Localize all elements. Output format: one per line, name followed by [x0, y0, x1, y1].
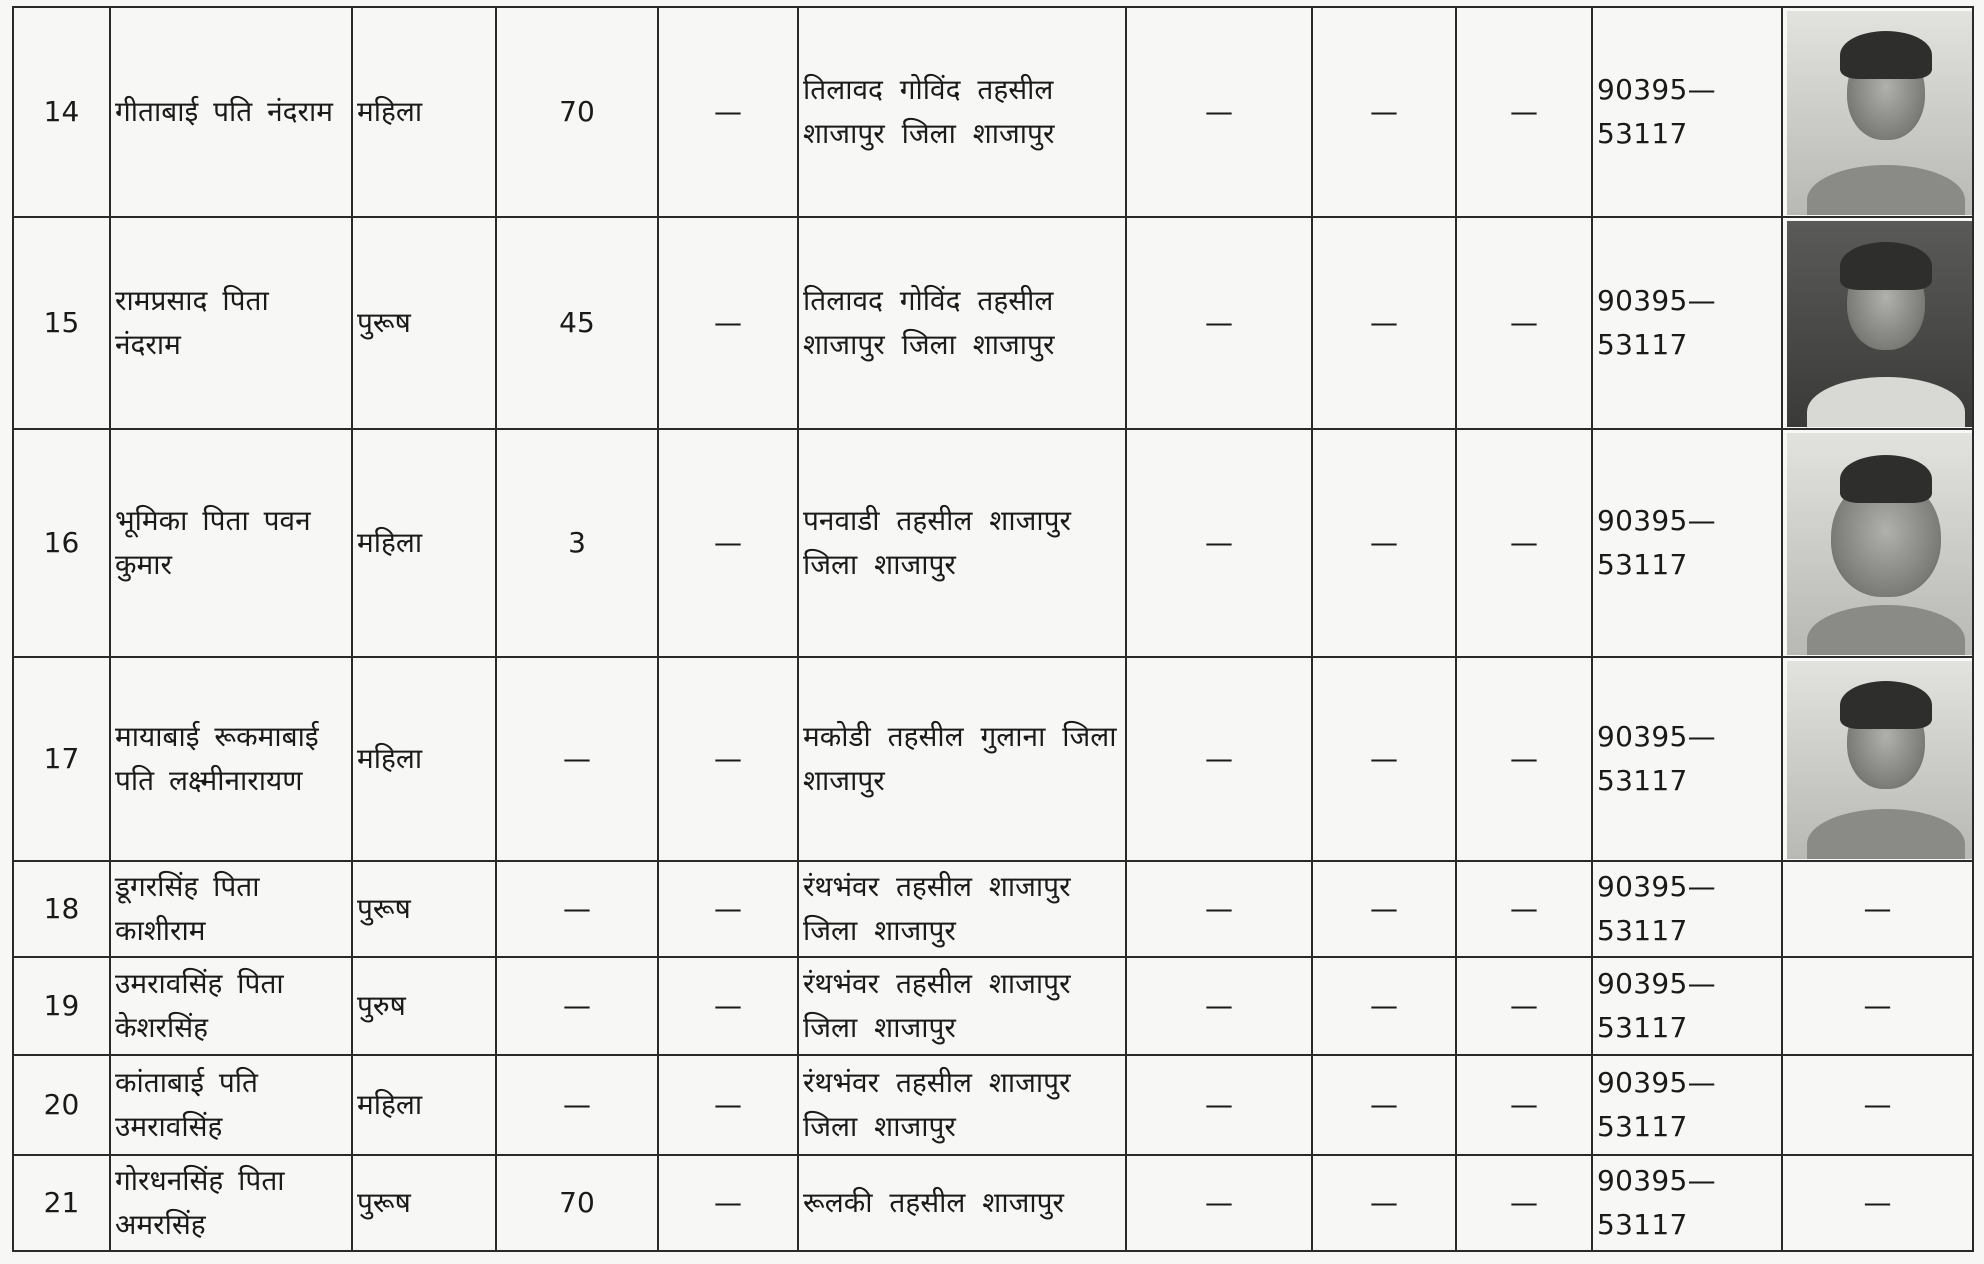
person-photo — [1787, 11, 1973, 215]
gender-cell: पुरुष — [352, 957, 496, 1055]
photo-cell — [1782, 217, 1973, 429]
phone-cell: 90395—53117 — [1592, 217, 1782, 429]
column-5-cell: — — [658, 957, 798, 1055]
column-7-cell: — — [1126, 429, 1312, 657]
table-row — [13, 861, 1973, 957]
column-8-cell: — — [1312, 861, 1456, 957]
table-row — [13, 217, 1973, 429]
gender-cell: पुरूष — [352, 861, 496, 957]
gender-cell: पुरूष — [352, 1155, 496, 1251]
column-7-cell: — — [1126, 1155, 1312, 1251]
persons-register-table — [12, 6, 1974, 1252]
column-5-cell: — — [658, 1155, 798, 1251]
table-row — [13, 657, 1973, 861]
name-cell: गोरधनसिंह पिता अमरसिंह — [110, 1155, 352, 1251]
gender-cell: महिला — [352, 1055, 496, 1155]
age-cell: — — [496, 657, 658, 861]
name-cell: रामप्रसाद पिता नंदराम — [110, 217, 352, 429]
photo-cell — [1782, 7, 1973, 217]
photo-cell: — — [1782, 861, 1973, 957]
phone-cell: 90395—53117 — [1592, 957, 1782, 1055]
serial-cell: 18 — [13, 861, 110, 957]
gender-cell: महिला — [352, 657, 496, 861]
column-9-cell: — — [1456, 861, 1592, 957]
gender-cell: महिला — [352, 429, 496, 657]
serial-cell: 17 — [13, 657, 110, 861]
person-photo — [1787, 221, 1973, 427]
column-8-cell: — — [1312, 429, 1456, 657]
phone-cell: 90395—53117 — [1592, 1055, 1782, 1155]
photo-cell: — — [1782, 1055, 1973, 1155]
gender-cell: पुरूष — [352, 217, 496, 429]
address-cell: रंथभंवर तहसील शाजापुर जिला शाजापुर — [798, 957, 1126, 1055]
table-row — [13, 1055, 1973, 1155]
serial-cell: 19 — [13, 957, 110, 1055]
age-cell: — — [496, 1055, 658, 1155]
age-cell: 70 — [496, 7, 658, 217]
column-7-cell: — — [1126, 861, 1312, 957]
column-9-cell: — — [1456, 1155, 1592, 1251]
column-9-cell: — — [1456, 957, 1592, 1055]
serial-cell: 15 — [13, 217, 110, 429]
photo-cell — [1782, 657, 1973, 861]
name-cell: मायाबाई रूकमाबाई पति लक्ष्मीनारायण — [110, 657, 352, 861]
address-cell: तिलावद गोविंद तहसील शाजापुर जिला शाजापुर — [798, 7, 1126, 217]
table-body — [13, 7, 1973, 1251]
phone-cell: 90395—53117 — [1592, 429, 1782, 657]
serial-cell: 21 — [13, 1155, 110, 1251]
column-7-cell: — — [1126, 217, 1312, 429]
column-7-cell: — — [1126, 957, 1312, 1055]
column-5-cell: — — [658, 429, 798, 657]
table-row — [13, 429, 1973, 657]
name-cell: कांताबाई पति उमरावसिंह — [110, 1055, 352, 1155]
column-9-cell: — — [1456, 657, 1592, 861]
column-8-cell: — — [1312, 657, 1456, 861]
column-5-cell: — — [658, 1055, 798, 1155]
photo-cell: — — [1782, 957, 1973, 1055]
phone-cell: 90395—53117 — [1592, 861, 1782, 957]
column-9-cell: — — [1456, 1055, 1592, 1155]
column-7-cell: — — [1126, 1055, 1312, 1155]
column-9-cell: — — [1456, 7, 1592, 217]
gender-cell: महिला — [352, 7, 496, 217]
column-8-cell: — — [1312, 1155, 1456, 1251]
name-cell: भूमिका पिता पवन कुमार — [110, 429, 352, 657]
address-cell: रूलकी तहसील शाजापुर — [798, 1155, 1126, 1251]
address-cell: पनवाडी तहसील शाजापुर जिला शाजापुर — [798, 429, 1126, 657]
phone-cell: 90395—53117 — [1592, 1155, 1782, 1251]
column-5-cell: — — [658, 217, 798, 429]
table-row — [13, 7, 1973, 217]
column-5-cell: — — [658, 657, 798, 861]
column-9-cell: — — [1456, 217, 1592, 429]
document-page — [12, 6, 1972, 1258]
table-row — [13, 957, 1973, 1055]
address-cell: तिलावद गोविंद तहसील शाजापुर जिला शाजापुर — [798, 217, 1126, 429]
address-cell: रंथभंवर तहसील शाजापुर जिला शाजापुर — [798, 861, 1126, 957]
column-5-cell: — — [658, 861, 798, 957]
photo-cell: — — [1782, 1155, 1973, 1251]
age-cell: 3 — [496, 429, 658, 657]
age-cell: — — [496, 861, 658, 957]
phone-cell: 90395—53117 — [1592, 7, 1782, 217]
name-cell: गीताबाई पति नंदराम — [110, 7, 352, 217]
column-8-cell: — — [1312, 1055, 1456, 1155]
column-9-cell: — — [1456, 429, 1592, 657]
column-7-cell: — — [1126, 657, 1312, 861]
photo-cell — [1782, 429, 1973, 657]
age-cell: — — [496, 957, 658, 1055]
name-cell: उमरावसिंह पिता केशरसिंह — [110, 957, 352, 1055]
serial-cell: 14 — [13, 7, 110, 217]
column-8-cell: — — [1312, 217, 1456, 429]
person-photo — [1787, 661, 1973, 859]
age-cell: 70 — [496, 1155, 658, 1251]
column-5-cell: — — [658, 7, 798, 217]
address-cell: रंथभंवर तहसील शाजापुर जिला शाजापुर — [798, 1055, 1126, 1155]
table-row — [13, 1155, 1973, 1251]
column-8-cell: — — [1312, 7, 1456, 217]
address-cell: मकोडी तहसील गुलाना जिला शाजापुर — [798, 657, 1126, 861]
serial-cell: 16 — [13, 429, 110, 657]
column-8-cell: — — [1312, 957, 1456, 1055]
serial-cell: 20 — [13, 1055, 110, 1155]
person-photo — [1787, 433, 1973, 655]
name-cell: डूगरसिंह पिता काशीराम — [110, 861, 352, 957]
age-cell: 45 — [496, 217, 658, 429]
phone-cell: 90395—53117 — [1592, 657, 1782, 861]
column-7-cell: — — [1126, 7, 1312, 217]
